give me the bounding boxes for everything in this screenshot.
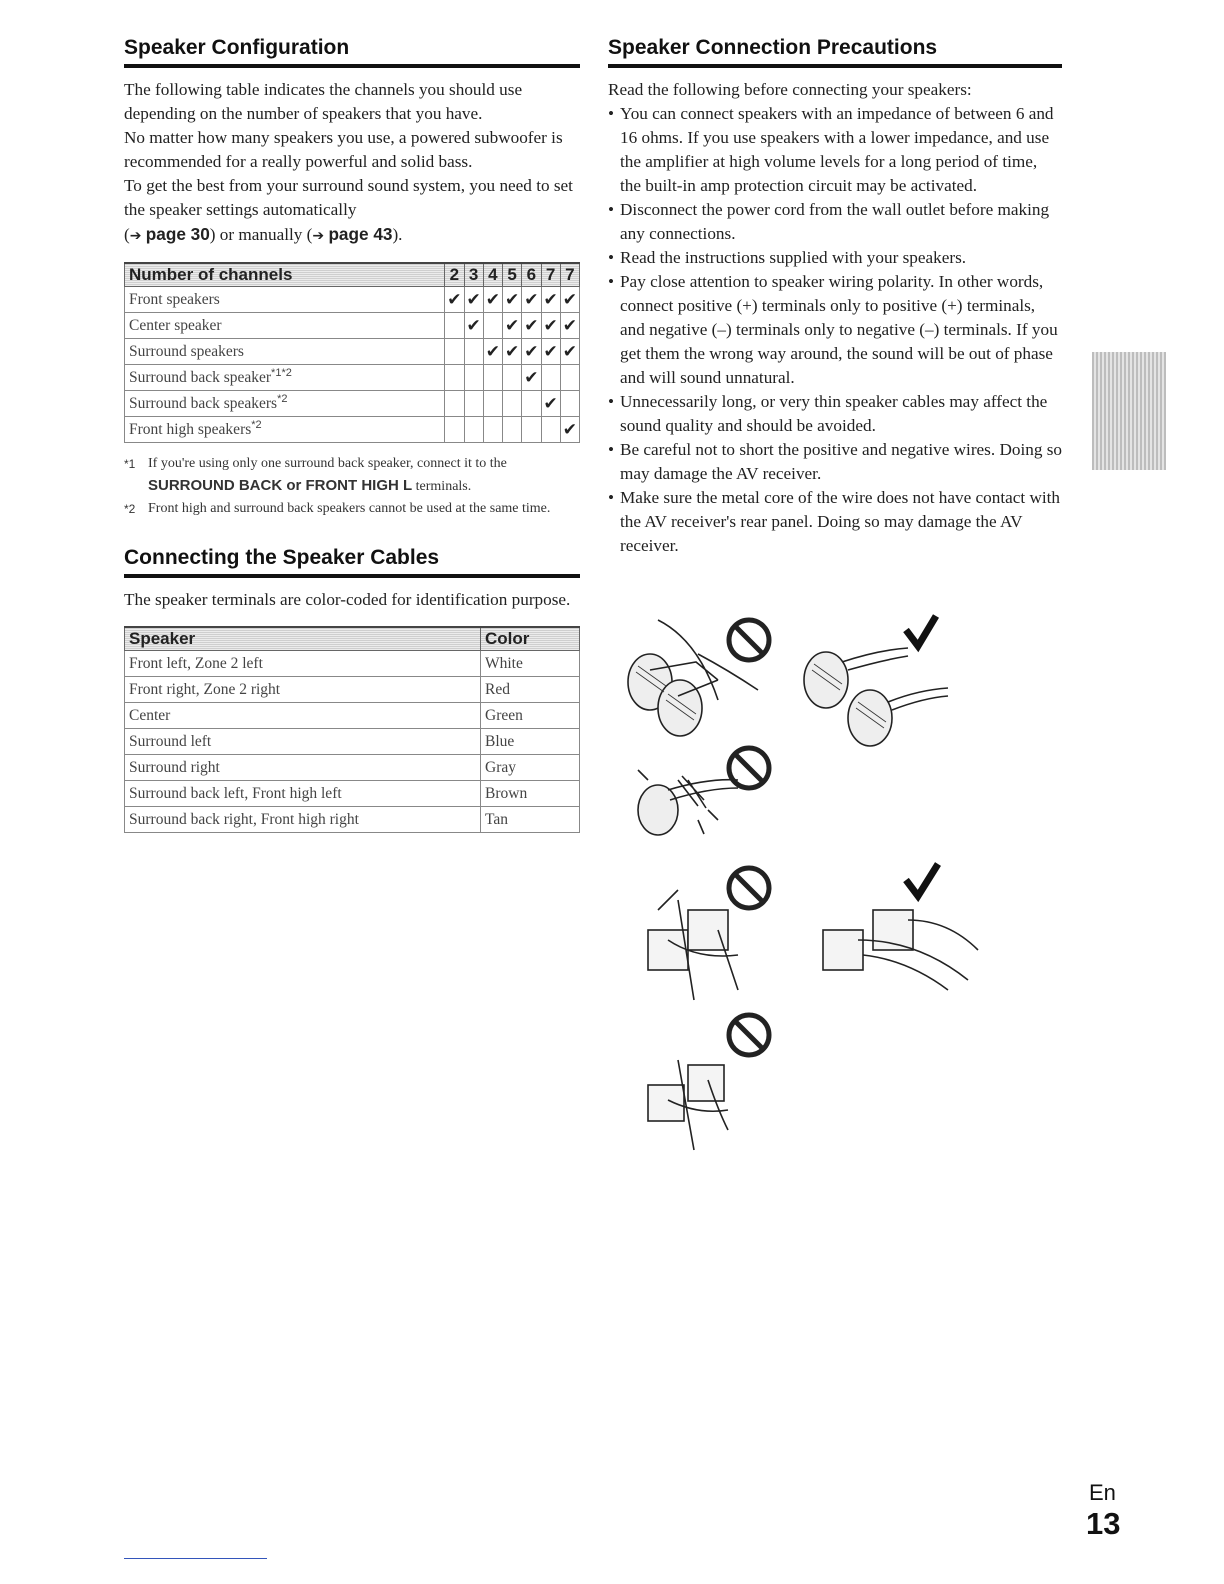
channel-count-header: 7 xyxy=(541,263,560,287)
list-item: • Unnecessarily long, or very thin speaker cables may affect the sound quality and should be avoided. xyxy=(608,390,1062,438)
channels-table xyxy=(124,262,580,443)
check-icon: ✔ xyxy=(560,313,579,339)
speaker-cell: Surround right xyxy=(125,755,481,781)
page-ref-link[interactable]: page 43 xyxy=(328,224,393,244)
check-icon: ✔ xyxy=(541,391,560,417)
page-language: En xyxy=(1089,1480,1116,1505)
speaker-type-cell: Center speaker xyxy=(125,313,445,339)
speaker-type-cell: Surround back speakers$^{*2}$ xyxy=(125,391,445,417)
precautions-intro: Read the following before connecting your speakers: xyxy=(608,80,972,99)
channel-count-header: 3 xyxy=(464,263,483,287)
footnote-1: *1 If you're using only one surround back speaker, connect it to the SURROUND BACK or FRONT HIGH L terminals. xyxy=(124,456,507,494)
check-icon: ✔ xyxy=(522,313,541,339)
empty-cell xyxy=(503,417,522,443)
check-icon: ✔ xyxy=(445,287,464,313)
list-item: • Be careful not to short the positive and negative wires. Doing so may damage the AV receiver. xyxy=(608,438,1062,486)
table-row xyxy=(125,755,580,781)
footnote-2: *2 Front high and surround back speakers cannot be used at the same time. xyxy=(124,501,551,516)
check-icon: ✔ xyxy=(483,339,502,365)
check-icon: ✔ xyxy=(522,339,541,365)
table-row xyxy=(125,729,580,755)
check-icon: ✔ xyxy=(560,339,579,365)
empty-cell xyxy=(445,339,464,365)
color-table-header xyxy=(125,627,580,651)
wrong-wiring-figure-4 xyxy=(648,1060,728,1150)
prohibited-icon xyxy=(729,1015,769,1055)
color-cell: Green xyxy=(481,703,580,729)
channel-count-header: 2 xyxy=(445,263,464,287)
check-icon: ✔ xyxy=(522,365,541,391)
empty-cell xyxy=(560,365,579,391)
table-row xyxy=(125,651,580,677)
empty-cell xyxy=(522,391,541,417)
speaker-cell: Surround left xyxy=(125,729,481,755)
precautions-heading: Speaker Connection Precautions xyxy=(608,36,1062,68)
check-icon: ✔ xyxy=(541,339,560,365)
table-row xyxy=(125,703,580,729)
list-item: • Read the instructions supplied with your speakers. xyxy=(608,246,1062,270)
table-row xyxy=(125,391,580,417)
check-icon xyxy=(906,864,938,896)
table-row xyxy=(125,417,580,443)
config-intro-2: No matter how many speakers you use, a powered subwoofer is recommended for a really powerful and solid bass. xyxy=(124,128,563,171)
channel-count-header: 7 xyxy=(560,263,579,287)
speaker-config-heading: Speaker Configuration xyxy=(124,36,580,68)
speaker-type-cell: Surround back speaker$^{*1*2}$ xyxy=(125,365,445,391)
empty-cell xyxy=(445,313,464,339)
page-number: 13 xyxy=(1086,1506,1121,1541)
list-item: • You can connect speakers with an impedance of between 6 and 16 ohms. If you use speakers with a lower impedance, and use the amplifier at high volume levels for a long period of time, the built-in amp protection circuit may be activated. xyxy=(608,102,1062,198)
color-cell: Gray xyxy=(481,755,580,781)
page-ref-link[interactable]: page 30 xyxy=(145,224,210,244)
color-cell: Blue xyxy=(481,729,580,755)
speaker-type-cell: Surround speakers xyxy=(125,339,445,365)
empty-cell xyxy=(560,391,579,417)
check-icon: ✔ xyxy=(541,287,560,313)
color-cell: Brown xyxy=(481,781,580,807)
empty-cell xyxy=(445,391,464,417)
empty-cell xyxy=(445,365,464,391)
prohibited-icon xyxy=(729,748,769,788)
check-icon: ✔ xyxy=(464,287,483,313)
section-tab-marker xyxy=(1092,352,1166,470)
channel-count-header: 4 xyxy=(483,263,502,287)
correct-wiring-figure-2 xyxy=(823,910,978,990)
check-icon: ✔ xyxy=(541,313,560,339)
empty-cell xyxy=(483,313,502,339)
speaker-cell: Front right, Zone 2 right xyxy=(125,677,481,703)
wrong-wiring-figure-1 xyxy=(628,620,758,736)
precautions-list xyxy=(608,102,1062,558)
cables-heading: Connecting the Speaker Cables xyxy=(124,546,580,578)
wrong-wiring-figure-2 xyxy=(638,770,738,835)
config-intro-1: The following table indicates the channels you should use depending on the number of speakers that you have. xyxy=(124,80,523,123)
check-icon: ✔ xyxy=(503,339,522,365)
color-cell: Red xyxy=(481,677,580,703)
empty-cell xyxy=(464,365,483,391)
table-row xyxy=(125,287,580,313)
speaker-type-cell: Front high speakers$^{*2}$ xyxy=(125,417,445,443)
config-intro-3: To get the best from your surround sound system, you need to set the speaker settings automatically (➔ page 30) or manually (➔ page 43). xyxy=(124,176,573,244)
table-row xyxy=(125,365,580,391)
list-item: • Disconnect the power cord from the wall outlet before making any connections. xyxy=(608,198,1062,246)
left-column xyxy=(124,36,580,833)
correct-wiring-figure-1 xyxy=(804,648,948,746)
speaker-cell: Surround back right, Front high right xyxy=(125,807,481,833)
table-row xyxy=(125,807,580,833)
check-icon: ✔ xyxy=(522,287,541,313)
table-row xyxy=(125,313,580,339)
empty-cell xyxy=(464,391,483,417)
channel-count-header: 5 xyxy=(503,263,522,287)
arrow-icon: ➔ xyxy=(312,228,325,244)
wiring-illustrations xyxy=(608,610,1062,1160)
empty-cell xyxy=(483,391,502,417)
prohibited-icon xyxy=(729,868,769,908)
table-row xyxy=(125,339,580,365)
check-icon: ✔ xyxy=(503,313,522,339)
wrong-wiring-figure-3 xyxy=(648,890,738,1000)
empty-cell xyxy=(541,417,560,443)
channels-header-label: Number of channels xyxy=(125,263,445,287)
empty-cell xyxy=(503,365,522,391)
table-row xyxy=(125,781,580,807)
channels-table-header xyxy=(125,263,580,287)
cables-intro: The speaker terminals are color-coded for identification purpose. xyxy=(124,590,571,609)
color-cell: White xyxy=(481,651,580,677)
empty-cell xyxy=(483,365,502,391)
speaker-type-cell: Front speakers xyxy=(125,287,445,313)
check-icon: ✔ xyxy=(464,313,483,339)
speaker-cell: Front left, Zone 2 left xyxy=(125,651,481,677)
prohibited-icon xyxy=(729,620,769,660)
bottom-rule xyxy=(124,1558,267,1559)
empty-cell xyxy=(541,365,560,391)
color-table xyxy=(124,626,580,833)
speaker-cell: Center xyxy=(125,703,481,729)
right-column xyxy=(608,36,1062,558)
arrow-icon: ➔ xyxy=(129,228,142,244)
empty-cell xyxy=(445,417,464,443)
empty-cell xyxy=(464,417,483,443)
empty-cell xyxy=(464,339,483,365)
check-icon: ✔ xyxy=(483,287,502,313)
check-icon xyxy=(906,616,936,646)
color-cell: Tan xyxy=(481,807,580,833)
speaker-column-header: Speaker xyxy=(125,627,481,651)
check-icon: ✔ xyxy=(560,287,579,313)
table-row xyxy=(125,677,580,703)
speaker-cell: Surround back left, Front high left xyxy=(125,781,481,807)
check-icon: ✔ xyxy=(503,287,522,313)
empty-cell xyxy=(483,417,502,443)
check-icon: ✔ xyxy=(560,417,579,443)
empty-cell xyxy=(522,417,541,443)
empty-cell xyxy=(503,391,522,417)
color-column-header: Color xyxy=(481,627,580,651)
channel-count-header: 6 xyxy=(522,263,541,287)
list-item: • Make sure the metal core of the wire does not have contact with the AV receiver's rear panel. Doing so may damage the AV receiver. xyxy=(608,486,1062,558)
list-item: • Pay close attention to speaker wiring polarity. In other words, connect positive (+) terminals only to positive (+) terminals, and negative (–) terminals only to negative (–) terminals. If you get them the wrong way around, the sound will be out of phase and will sound unnatural. xyxy=(608,270,1062,390)
